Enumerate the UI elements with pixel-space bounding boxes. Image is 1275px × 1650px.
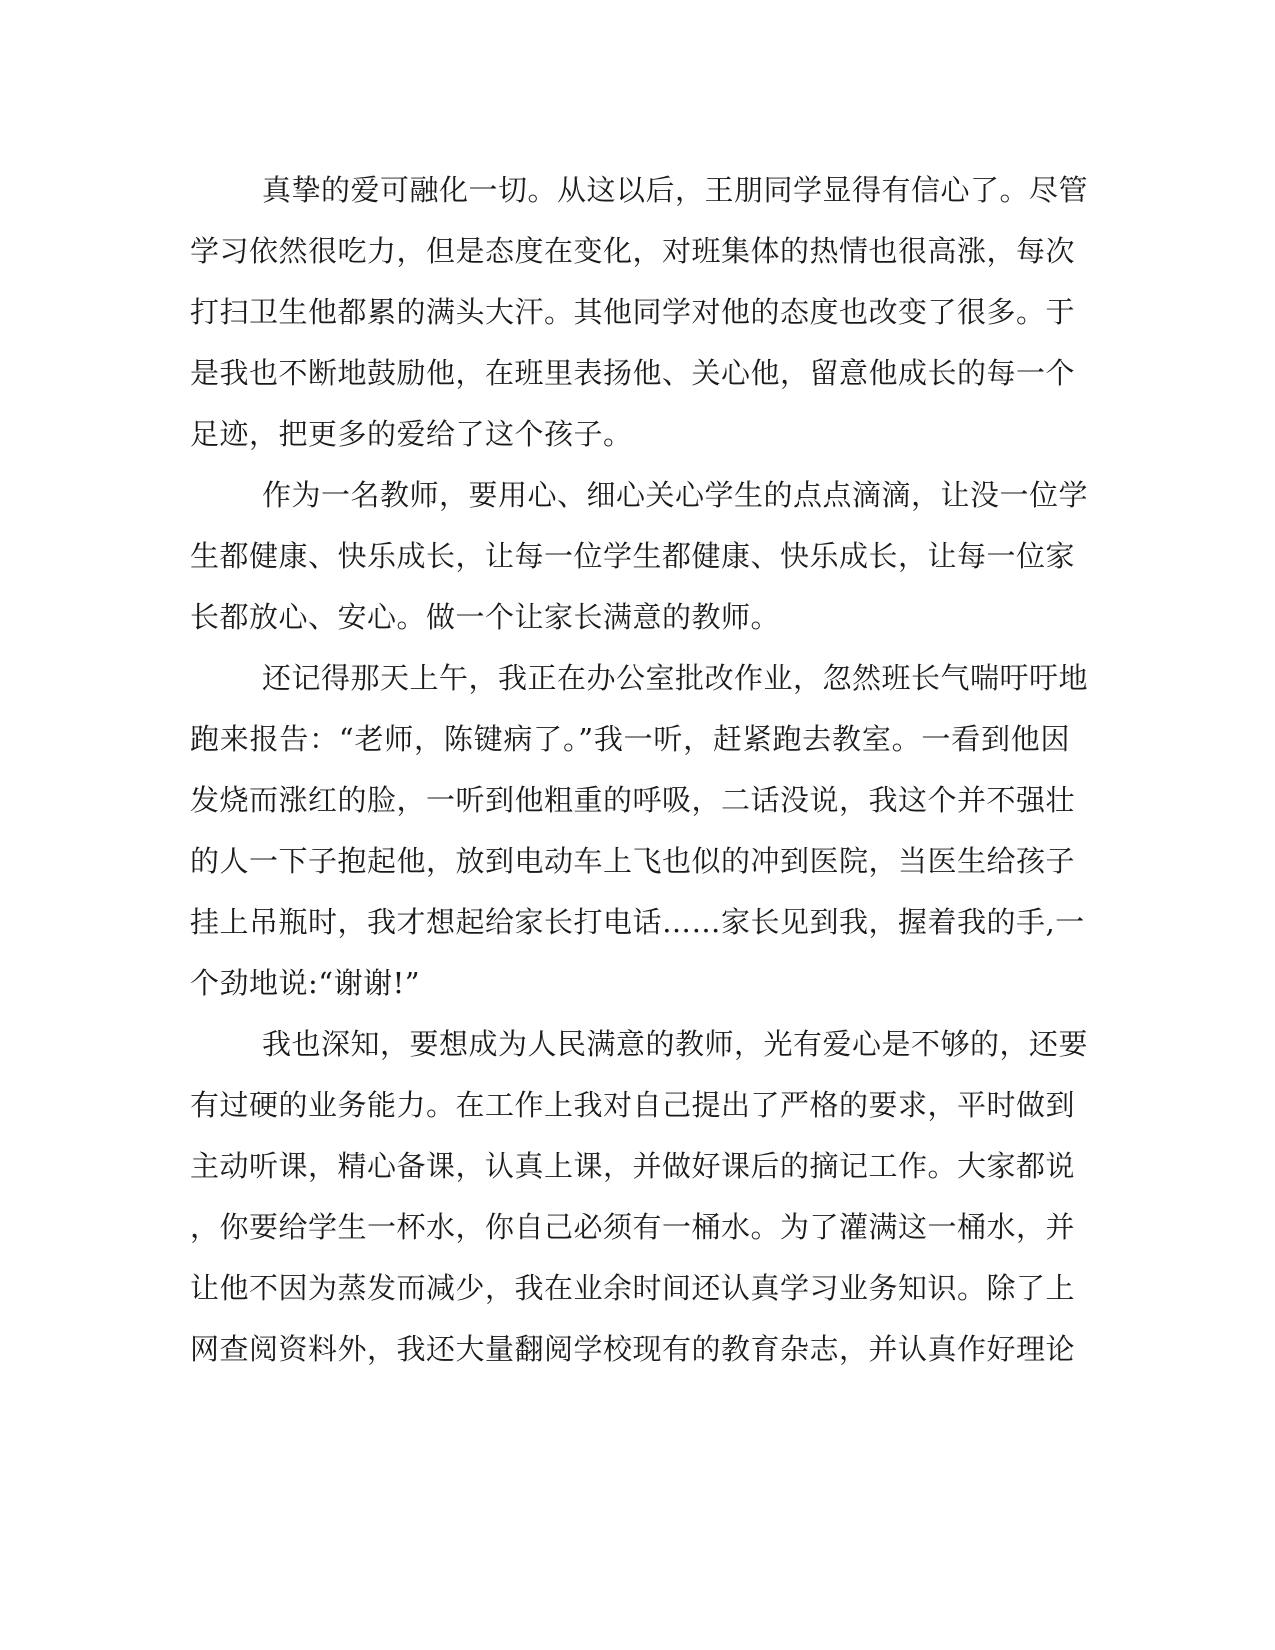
- paragraph-1: [190, 160, 1089, 465]
- document-body: [190, 160, 1089, 1380]
- text-line: 打扫卫生他都累的满头大汗。其他同学对他的态度也改变了很多。于: [190, 295, 1076, 329]
- text-line: ，你要给学生一杯水，你自己必须有一桶水。为了灌满这一桶水，并: [190, 1210, 1076, 1244]
- text-line: 学习依然很吃力，但是态度在变化，对班集体的热情也很高涨，每次: [190, 234, 1076, 268]
- text-line: 作为一名教师，要用心、细心关心学生的点点滴滴，让没一位学: [262, 478, 1089, 512]
- text-line: 发烧而涨红的脸，一听到他粗重的呼吸，二话没说，我这个并不强壮: [190, 783, 1076, 817]
- text-line: 是我也不断地鼓励他，在班里表扬他、关心他，留意他成长的每一个: [190, 356, 1076, 390]
- paragraph-4: [190, 1014, 1089, 1380]
- text-line: 主动听课，精心备课，认真上课，并做好课后的摘记工作。大家都说: [190, 1149, 1076, 1183]
- text-line: 跑来报告：“老师，陈键病了。”我一听，赶紧跑去教室。一看到他因: [190, 722, 1070, 756]
- text-line: 长都放心、安心。做一个让家长满意的教师。: [190, 600, 781, 634]
- text-line: 让他不因为蒸发而减少，我在业余时间还认真学习业务知识。除了上: [190, 1271, 1076, 1305]
- paragraph-2: [190, 465, 1089, 648]
- text-line: 足迹，把更多的爱给了这个孩子。: [190, 417, 633, 451]
- text-line: 网查阅资料外，我还大量翻阅学校现有的教育杂志，并认真作好理论: [190, 1332, 1076, 1366]
- text-line: 我也深知，要想成为人民满意的教师，光有爱心是不够的，还要: [262, 1027, 1089, 1061]
- text-line: 真挚的爱可融化一切。从这以后，王朋同学显得有信心了。尽管: [262, 173, 1089, 207]
- text-line: 还记得那天上午，我正在办公室批改作业，忽然班长气喘吁吁地: [262, 661, 1089, 695]
- text-line: 挂上吊瓶时，我才想起给家长打电话……家长见到我，握着我的手,一: [190, 905, 1085, 939]
- text-line: 个劲地说:“谢谢!”: [190, 966, 421, 1000]
- text-line: 有过硬的业务能力。在工作上我对自己提出了严格的要求，平时做到: [190, 1088, 1076, 1122]
- text-line: 生都健康、快乐成长，让每一位学生都健康、快乐成长，让每一位家: [190, 539, 1076, 573]
- paragraph-3: [190, 648, 1089, 1014]
- text-line: 的人一下子抱起他，放到电动车上飞也似的冲到医院，当医生给孩子: [190, 844, 1076, 878]
